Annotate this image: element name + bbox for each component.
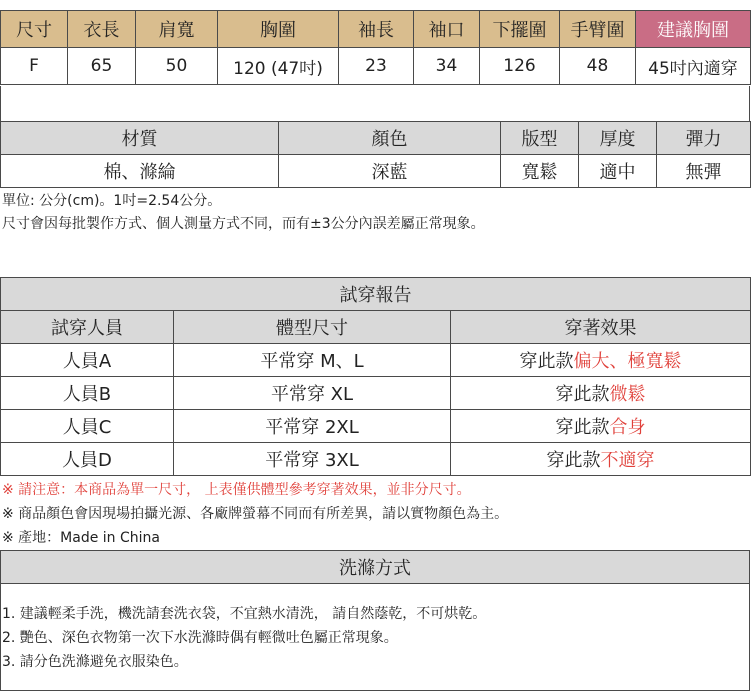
material-header-row	[1, 122, 751, 155]
material-table	[0, 121, 751, 188]
trial-report-table	[0, 277, 751, 476]
effect-highlight: 不適穿	[600, 450, 655, 471]
arm-header-cell: 手臂圍	[560, 11, 636, 48]
size-header-cell: 尺寸	[1, 11, 68, 48]
recommended-chest-value-cell: 45吋內適穿	[636, 48, 751, 85]
trial-report-header-row	[1, 311, 751, 344]
effect-highlight: 合身	[609, 417, 646, 438]
table-row	[1, 344, 751, 377]
shoulder-value-cell: 50	[136, 48, 218, 85]
tester-cell: 人員D	[1, 443, 174, 476]
body-size-cell: 平常穿 3XL	[174, 443, 451, 476]
shoulder-header-cell: 肩寬	[136, 11, 218, 48]
origin-note: ※ 產地：Made in China	[2, 530, 160, 546]
table-row	[1, 410, 751, 443]
effect-prefix: 穿此款	[555, 417, 610, 438]
table-row	[1, 377, 751, 410]
length-value-cell: 65	[68, 48, 136, 85]
trial-report-title: 試穿報告	[1, 278, 751, 311]
wear-effect-cell	[451, 344, 751, 377]
table-row	[1, 443, 751, 476]
body-size-cell: 平常穿 XL	[174, 377, 451, 410]
tester-header-cell: 試穿人員	[1, 311, 174, 344]
unit-note: 單位: 公分(cm)。1吋=2.54公分。	[2, 193, 222, 209]
thickness-value-cell: 適中	[579, 155, 657, 188]
sleeve-length-value-cell: 23	[339, 48, 414, 85]
hem-value-cell: 126	[480, 48, 560, 85]
effect-highlight: 偏大、極寬鬆	[573, 351, 682, 372]
size-value-cell: F	[1, 48, 68, 85]
tester-cell: 人員C	[1, 410, 174, 443]
body-size-header-cell: 體型尺寸	[174, 311, 451, 344]
color-header-cell: 顏色	[279, 122, 501, 155]
wash-line: 1. 建議輕柔手洗，機洗請套洗衣袋，不宜熱水清洗， 請自然蔭乾，不可烘乾。	[2, 606, 487, 622]
wear-effect-header-cell: 穿著效果	[451, 311, 751, 344]
chest-value-cell: 120 (47吋)	[218, 48, 339, 85]
wear-effect-cell	[451, 377, 751, 410]
fit-header-cell: 版型	[501, 122, 579, 155]
effect-highlight: 微鬆	[609, 384, 646, 405]
body-size-cell: 平常穿 2XL	[174, 410, 451, 443]
thickness-header-cell: 厚度	[579, 122, 657, 155]
arm-value-cell: 48	[560, 48, 636, 85]
elasticity-header-cell: 彈力	[657, 122, 751, 155]
tolerance-note: 尺寸會因每批製作方式、個人測量方式不同，而有±3公分內誤差屬正常現象。	[2, 216, 485, 232]
color-disclaimer: ※ 商品顏色會因現場拍攝光源、各廠牌螢幕不同而有所差異，請以實物顏色為主。	[2, 506, 509, 522]
single-size-warning: ※ 請注意：本商品為單一尺寸， 上表僅供體型參考穿著效果，並非分尺寸。	[2, 482, 471, 498]
tester-cell: 人員A	[1, 344, 174, 377]
chest-header-cell: 胸圍	[218, 11, 339, 48]
size-table	[0, 10, 751, 85]
hem-header-cell: 下擺圍	[480, 11, 560, 48]
wash-line: 2. 艷色、深色衣物第一次下水洗滌時偶有輕微吐色屬正常現象。	[2, 630, 398, 646]
wear-effect-cell	[451, 410, 751, 443]
fit-value-cell: 寬鬆	[501, 155, 579, 188]
color-value-cell: 深藍	[279, 155, 501, 188]
material-value-cell: 棉、滌綸	[1, 155, 279, 188]
size-table-row	[1, 48, 751, 85]
effect-prefix: 穿此款	[519, 351, 574, 372]
effect-prefix: 穿此款	[546, 450, 601, 471]
sleeve-length-header-cell: 袖長	[339, 11, 414, 48]
cuff-value-cell: 34	[414, 48, 480, 85]
length-header-cell: 衣長	[68, 11, 136, 48]
size-table-header-row	[1, 11, 751, 48]
wash-title: 洗滌方式	[0, 550, 750, 584]
trial-report-title-row	[1, 278, 751, 311]
blank-band	[0, 86, 750, 122]
cuff-header-cell: 袖口	[414, 11, 480, 48]
wear-effect-cell	[451, 443, 751, 476]
wash-line: 3. 請分色洗滌避免衣服染色。	[2, 654, 188, 670]
elasticity-value-cell: 無彈	[657, 155, 751, 188]
body-size-cell: 平常穿 M、L	[174, 344, 451, 377]
effect-prefix: 穿此款	[555, 384, 610, 405]
recommended-chest-header-cell: 建議胸圍	[636, 11, 751, 48]
material-header-cell: 材質	[1, 122, 279, 155]
material-value-row	[1, 155, 751, 188]
tester-cell: 人員B	[1, 377, 174, 410]
